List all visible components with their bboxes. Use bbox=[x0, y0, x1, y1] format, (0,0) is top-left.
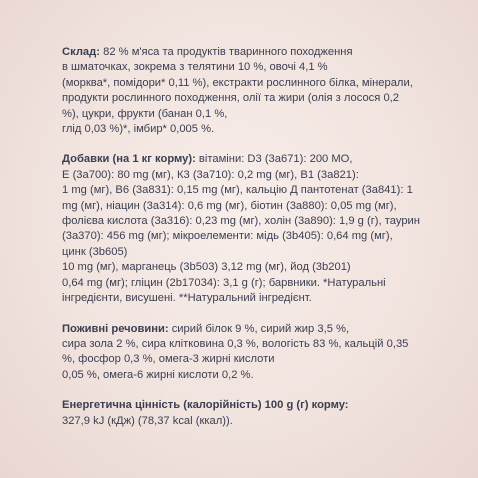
energy-section bbox=[62, 398, 462, 429]
additives-line: 10 mg (мг), марганець (3b503) 3,12 mg (мг), йод (3b201) bbox=[62, 261, 351, 274]
composition-line: в шматочках, зокрема з телятини 10 %, овочі 4,1 % bbox=[62, 61, 328, 74]
composition-line-1 bbox=[62, 45, 462, 60]
composition-text: 82 % м'яса та продуктів тваринного походження bbox=[99, 46, 353, 58]
nutrients-section bbox=[62, 322, 462, 384]
nutrients-heading: Поживні речовини: bbox=[62, 322, 169, 335]
additives-line: фолієва кислота (3a316): 0,23 mg (мг), холін (3a890): 1,9 g (г), таурин bbox=[62, 215, 420, 228]
nutrients-line: сира зола 2 %, сира клітковина 0,3 %, вологість 83 %, кальцій 0,35 bbox=[62, 337, 409, 350]
composition-heading: Склад: bbox=[62, 46, 100, 58]
nutrients-text: сирий білок 9 %, сирий жир 3,5 %, bbox=[168, 322, 350, 335]
additives-line: 1 mg (мг), B6 (3a831): 0,15 mg (мг), кальцію Д пантотенат (3a841): 1 bbox=[62, 184, 413, 197]
additives-section bbox=[62, 152, 462, 306]
additives-line: (3a370): 456 mg (мг); мікроелементи: мідь (3b405): 0,64 mg (мг), bbox=[62, 230, 393, 243]
composition-section bbox=[62, 45, 462, 137]
additives-line: mg (мг), ніацин (3a314): 0,6 mg (мг), біотин (3a880): 0,05 mg (мг), bbox=[62, 199, 397, 212]
additives-text: вітаміни: D3 (3a671): 200 МО, bbox=[195, 153, 353, 166]
additives-line: інгредієнти, висушені. **Натуральний інгредієнт. bbox=[62, 292, 312, 305]
composition-line: (морква*, помідори* 0,11 %), екстракти рослинного білка, мінерали, bbox=[62, 76, 413, 89]
composition-line: продукти рослинного походження, олії та жири (олія з лосося 0,2 bbox=[62, 92, 399, 105]
additives-line: цинк (3b605) bbox=[62, 245, 128, 258]
nutrients-line: 0,05 %, омега-6 жирні кислоти 0,2 %. bbox=[62, 368, 254, 381]
composition-line: глід 0,03 %)*, імбир* 0,005 %. bbox=[62, 123, 215, 136]
nutrients-line: %, фосфор 0,3 %, омега-3 жирні кислоти bbox=[62, 353, 275, 366]
additives-heading: Добавки (на 1 кг корму): bbox=[62, 153, 196, 166]
additives-line: 0,64 mg (мг); гліцин (2b17034): 3,1 g (г); барвники. *Натуральні bbox=[62, 276, 386, 289]
nutrition-label bbox=[62, 45, 462, 444]
additives-line: E (3a700): 80 mg (мг), К3 (3a710): 0,2 mg (мг), B1 (3a821): bbox=[62, 168, 359, 181]
energy-value: 327,9 kJ (кДж) (78,37 kcal (ккал)). bbox=[62, 414, 233, 427]
composition-line: %), цукри, фрукти (банан 0,1 %, bbox=[62, 107, 228, 120]
nutrients-line-1 bbox=[62, 322, 462, 337]
energy-heading: Енергетична цінність (калорійність) 100 g (г) корму: bbox=[62, 399, 349, 412]
energy-line-1 bbox=[62, 398, 462, 413]
additives-line-1 bbox=[62, 152, 462, 167]
